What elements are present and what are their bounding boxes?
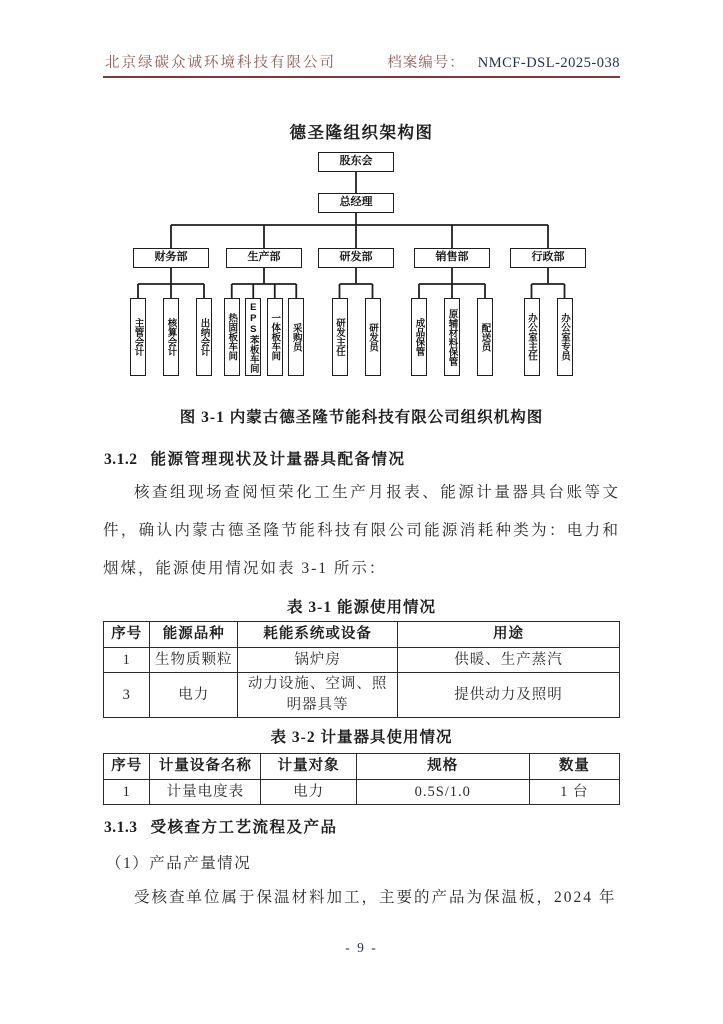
org-node-department: 生产部	[226, 248, 302, 268]
table-cell: 1	[104, 648, 150, 673]
table-cell: 提供动力及照明	[398, 673, 620, 718]
table-3-1-title: 表 3-1 能源使用情况	[287, 599, 436, 616]
org-node-position: 采购员	[288, 298, 304, 376]
table-cell: 电力	[261, 780, 356, 805]
org-node-general-manager: 总经理	[318, 193, 394, 213]
table-cell: 动力设施、空调、照明器具等	[238, 673, 398, 718]
org-chart-title: 德圣隆组织架构图	[289, 124, 434, 142]
table-header-cell: 序号	[104, 622, 150, 648]
org-node-department: 财务部	[133, 248, 209, 268]
table-header-cell: 用途	[398, 622, 620, 648]
org-node-position: 研发员	[365, 298, 381, 376]
archive-number: NMCF-DSL-2025-038	[477, 55, 620, 71]
table-header-cell: 数量	[529, 754, 619, 780]
org-node-position: 主管会计	[130, 298, 146, 376]
table-3-1	[103, 621, 620, 718]
section-number: 3.1.3	[104, 819, 138, 836]
table-cell: 3	[104, 673, 150, 718]
org-node-position: 核算会计	[163, 298, 179, 376]
section-3-1-2-heading	[104, 447, 406, 469]
table-header-cell: 耗能系统或设备	[238, 622, 398, 648]
org-node-department: 研发部	[318, 248, 394, 268]
table-3-2-title: 表 3-2 计量器具使用情况	[270, 729, 453, 746]
paragraph-3-1-2: 核查组现场查阅恒荣化工生产月报表、能源计量器具台账等文件，确认内蒙古德圣隆节能科技有限公司能源消耗种类为：电力和烟煤，能源使用情况如表 3-1 所示：	[103, 484, 620, 577]
table-cell: 电力	[150, 673, 238, 718]
table-header-row	[104, 622, 620, 648]
page-number: - 9 -	[345, 940, 378, 955]
table-header-cell: 计量对象	[261, 754, 356, 780]
table-row	[104, 648, 620, 673]
org-node-position: 配送员	[477, 298, 493, 376]
org-node-position: 热固板车间	[224, 298, 240, 376]
table-header-cell: 规格	[356, 754, 529, 780]
org-node-position: 出纳会计	[196, 298, 212, 376]
table-cell: 0.5S/1.0	[356, 780, 529, 805]
org-chart-diagram	[96, 152, 626, 378]
org-node-department: 销售部	[414, 248, 490, 268]
table-cell: 1 台	[529, 780, 619, 805]
table-row	[104, 673, 620, 718]
org-node-position: 办公室主任	[524, 298, 540, 376]
sub-item-product-output: （1）产品产量情况	[106, 855, 252, 872]
table-header-cell: 计量设备名称	[150, 754, 261, 780]
org-node-position: 一体板车间	[267, 298, 283, 376]
org-node-root: 股东会	[318, 152, 394, 172]
table-cell: 计量电度表	[150, 780, 261, 805]
paragraph-3-1-3: 受核查单位属于保温材料加工，主要的产品为保温板，2024 年	[134, 889, 617, 906]
table-row	[104, 780, 620, 805]
archive-label: 档案编号：	[387, 55, 465, 71]
section-number: 3.1.2	[104, 451, 138, 468]
table-cell: 生物质颗粒	[150, 648, 238, 673]
table-cell: 供暖、生产蒸汽	[398, 648, 620, 673]
section-title: 能源管理现状及计量器具配备情况	[150, 451, 406, 468]
figure-caption: 图 3-1 内蒙古德圣隆节能科技有限公司组织机构图	[179, 409, 544, 426]
archive-field	[387, 51, 620, 72]
section-title: 受核查方工艺流程及产品	[150, 819, 338, 836]
table-header-cell: 能源品种	[150, 622, 238, 648]
section-3-1-3-heading	[104, 815, 338, 837]
table-cell: 锅炉房	[238, 648, 398, 673]
page-header	[103, 48, 620, 78]
table-cell: 1	[104, 780, 150, 805]
org-node-position: EPS苯板车间	[245, 298, 261, 376]
table-header-row	[104, 754, 620, 780]
org-node-position: 成品保管	[411, 298, 427, 376]
org-node-position: 研发主任	[332, 298, 348, 376]
table-3-2	[103, 753, 620, 805]
company-name: 北京绿碳众诚环境科技有限公司	[105, 55, 336, 71]
org-node-department: 行政部	[510, 248, 586, 268]
table-header-cell: 序号	[104, 754, 150, 780]
org-node-position: 原辅材料保管	[444, 298, 460, 376]
org-node-position: 办公室专员	[557, 298, 573, 376]
